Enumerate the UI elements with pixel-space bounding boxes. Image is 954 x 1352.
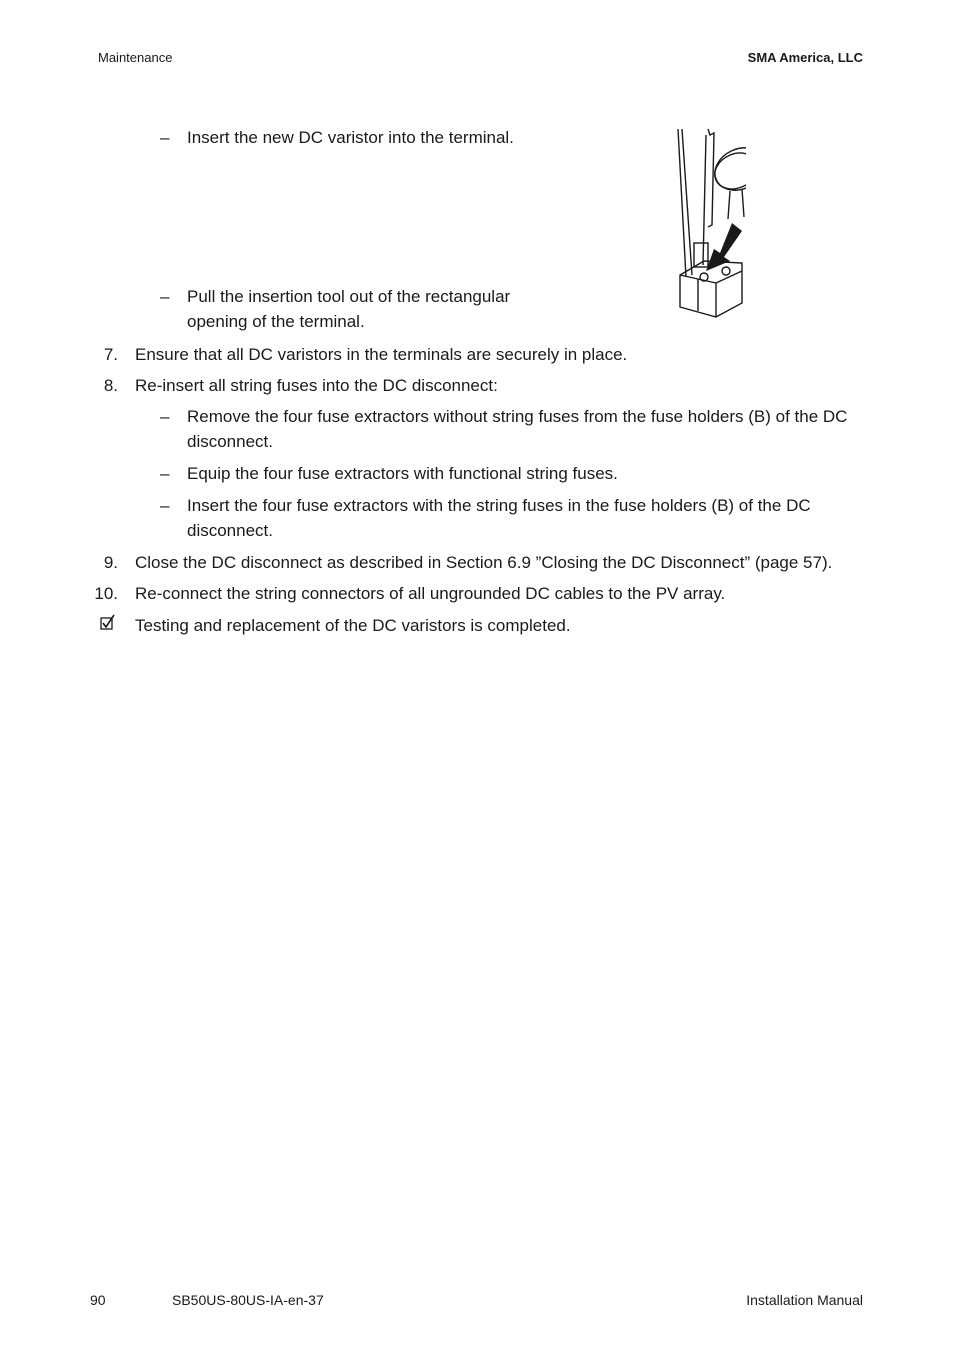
result-text: Testing and replacement of the DC varistors is completed. <box>135 616 571 635</box>
footer-doc-id: SB50US-80US-IA-en-37 <box>172 1292 324 1308</box>
substep-text: Insert the four fuse extractors with the string fuses in the fuse holders (B) of the DC disconnect. <box>187 496 811 540</box>
varistor-insertion-illustration <box>670 125 746 325</box>
dash-bullet: – <box>160 496 170 515</box>
step-number: 10. <box>94 584 118 603</box>
step-text: Re-insert all string fuses into the DC disconnect: <box>135 376 498 395</box>
result-line <box>80 613 880 638</box>
dash-bullet: – <box>160 464 170 483</box>
substep-text: Equip the four fuse extractors with functional string fuses. <box>187 464 618 483</box>
dash-bullet: – <box>160 128 170 147</box>
step-7 <box>80 342 880 367</box>
step-text: Close the DC disconnect as described in Section 6.9 ”Closing the DC Disconnect” (page 57). <box>135 553 833 572</box>
step-text: Ensure that all DC varistors in the terminals are securely in place. <box>135 345 628 364</box>
footer-page-number: 90 <box>90 1292 106 1308</box>
substep-insert-varistor <box>160 125 580 150</box>
substep-insert-extractors <box>160 493 880 543</box>
substep-pull-tool <box>160 284 530 334</box>
substep-equip-extractors <box>160 461 880 486</box>
substep-text: Remove the four fuse extractors without string fuses from the fuse holders (B) of the DC disconnect. <box>187 407 848 451</box>
step-number: 7. <box>103 345 118 364</box>
dash-bullet: – <box>160 287 170 306</box>
header-section: Maintenance <box>98 50 173 65</box>
step-number: 8. <box>103 376 118 395</box>
substep-remove-extractors <box>160 404 880 454</box>
step-9 <box>80 550 880 575</box>
header-company: SMA America, LLC <box>747 50 863 65</box>
substep-text: Insert the new DC varistor into the terminal. <box>187 128 514 147</box>
footer-doc-title: Installation Manual <box>746 1292 863 1308</box>
step-text: Re-connect the string connectors of all ungrounded DC cables to the PV array. <box>135 584 726 603</box>
step-8 <box>80 373 880 398</box>
step-number: 9. <box>103 553 118 572</box>
substep-text: Pull the insertion tool out of the rectangular opening of the terminal. <box>187 287 511 331</box>
dash-bullet: – <box>160 407 170 426</box>
step-10 <box>80 581 880 606</box>
